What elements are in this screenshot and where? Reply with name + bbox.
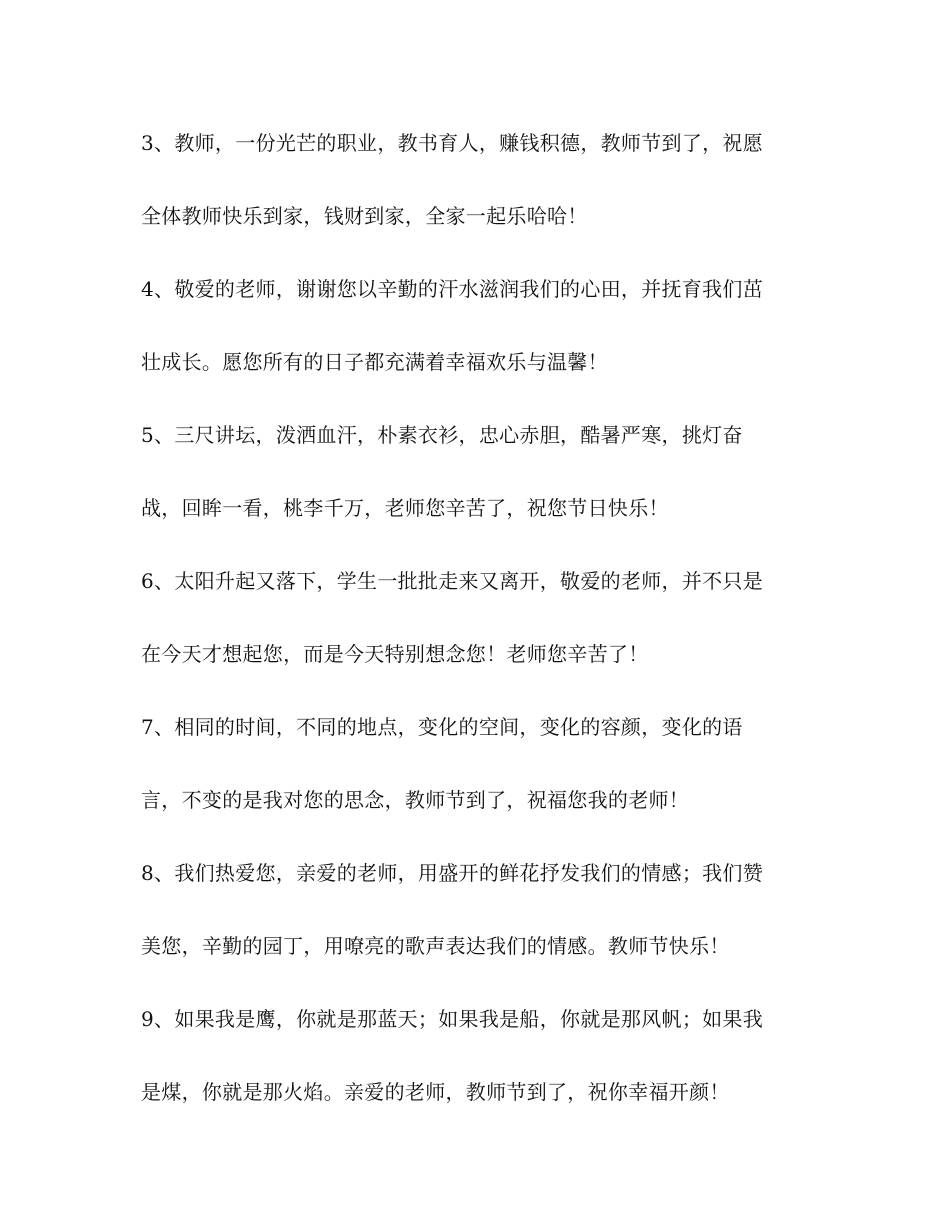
paragraph-line: 9、如果我是鹰，你就是那蓝天；如果我是船，你就是那风帆；如果我	[141, 1007, 764, 1031]
paragraph-line: 7、相同的时间，不同的地点，变化的空间，变化的容颜，变化的语	[141, 715, 743, 739]
paragraph-item	[141, 559, 811, 705]
paragraph-line: 在今天才想起您，而是今天特别想念您！老师您辛苦了！	[141, 642, 649, 666]
paragraph-line: 6、太阳升起又落下，学生一批批走来又离开，敬爱的老师，并不只是	[141, 569, 764, 593]
paragraph-line: 是煤，你就是那火焰。亲爱的老师，教师节到了，祝你幸福开颜！	[141, 1080, 730, 1104]
paragraph-line: 壮成长。愿您所有的日子都充满着幸福欢乐与温馨！	[141, 350, 608, 374]
paragraph-item	[141, 705, 811, 851]
paragraph-item	[141, 413, 811, 559]
paragraph-line: 3、教师，一份光芒的职业，教书育人，赚钱积德，教师节到了，祝愿	[141, 131, 764, 155]
paragraph-list	[141, 121, 811, 1143]
paragraph-item	[141, 997, 811, 1143]
paragraph-line: 美您，辛勤的园丁，用嘹亮的歌声表达我们的情感。教师节快乐！	[141, 934, 730, 958]
paragraph-line: 战，回眸一看，桃李千万，老师您辛苦了，祝您节日快乐！	[141, 496, 669, 520]
paragraph-item	[141, 851, 811, 997]
paragraph-item	[141, 121, 811, 267]
paragraph-line: 全体教师快乐到家，钱财到家，全家一起乐哈哈！	[141, 204, 588, 228]
paragraph-line: 8、我们热爱您，亲爱的老师，用盛开的鲜花抒发我们的情感；我们赞	[141, 861, 764, 885]
paragraph-line: 4、敬爱的老师，谢谢您以辛勤的汗水滋润我们的心田，并抚育我们茁	[141, 277, 764, 301]
paragraph-item	[141, 267, 811, 413]
paragraph-line: 5、三尺讲坛，泼洒血汗，朴素衣衫，忠心赤胆，酷暑严寒，挑灯奋	[141, 423, 743, 447]
paragraph-line: 言，不变的是我对您的思念，教师节到了，祝福您我的老师！	[141, 788, 690, 812]
